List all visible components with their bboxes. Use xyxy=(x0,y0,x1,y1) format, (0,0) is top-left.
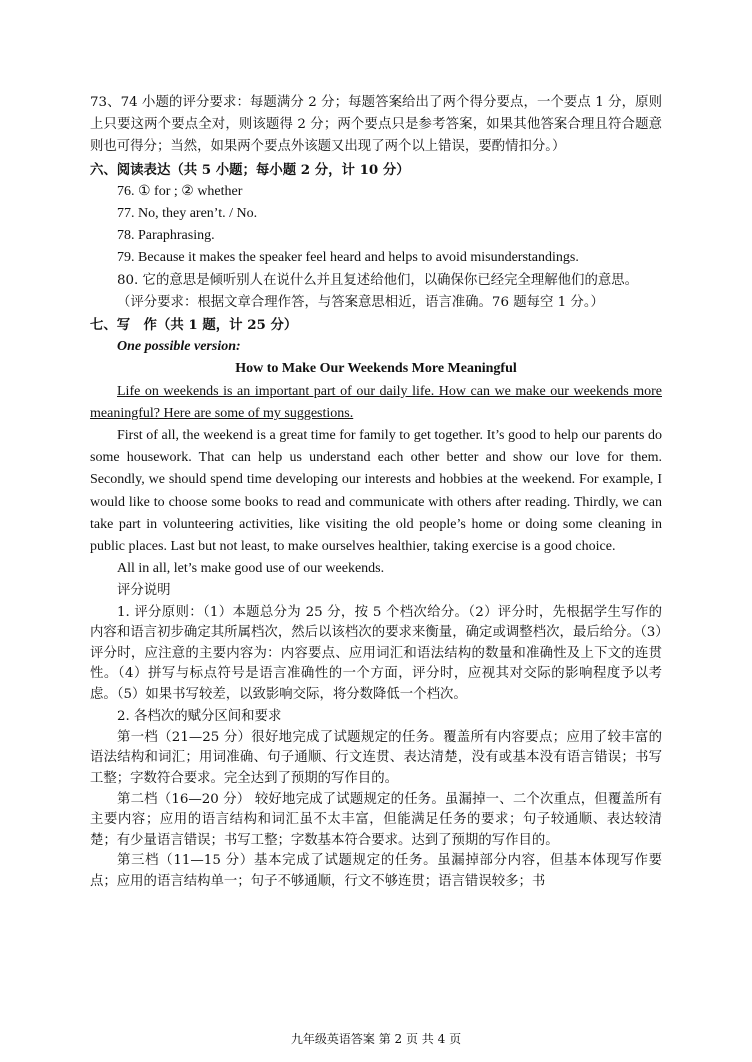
answer-77: 77. No, they aren’t. / No. xyxy=(117,206,258,222)
answer-78: 78. Paraphrasing. xyxy=(117,228,215,244)
essay-para-3: All in all, let’s make good use of our weekends. xyxy=(117,561,385,577)
scoring-73-74: 73、74 小题的评分要求：每题满分 2 分；每题答案给出了两个得分要点，一个要点 1 分，原则上只要这两个要点全对，则该题得 2 分；两个要点只是参考答案，如果其他答案合理且符合题意则也可得分；当然，如果两个要点外该题又出现了两个以上错误，要酌情扣分。） xyxy=(90,95,662,155)
section6-heading: 六、阅读表达（共 5 小题；每小题 2 分，计 10 分） xyxy=(90,161,410,178)
level-2: 第二档（16—20 分） 较好地完成了试题规定的任务。虽漏掉一、二个次重点，但覆盖所有主要内容；应用的语言结构和词汇虽不太丰富，但能满足任务的要求；句子较通顺、表达较清楚；有少量语言错误；书写工整；字数基本符合要求。达到了预期的写作目的。 xyxy=(90,791,662,848)
answer-80: 80. 它的意思是倾听别人在说什么并且复述给他们，以确保你已经完全理解他们的意思。 xyxy=(117,272,639,288)
essay-title: How to Make Our Weekends More Meaningful xyxy=(235,361,517,377)
page-footer: 九年级英语答案 第 2 页 共 4 页 xyxy=(290,1032,462,1046)
essay-para-2: First of all, the weekend is a great time for family to get together. It’s good to help our parents do some housework. That can help us understand each other better and show our love for them. Secondly, we should spend time developing our interests and hobbies at the weekend. For example, I would like to choose some books to read and communicate with others after reading. Thirdly, we can take part in volunteering activities, like visiting the old people’s home or doing some cleaning in public places. Last but not least, to make ourselves healthier, taking exercise is a good choice. xyxy=(90,428,662,555)
answer-page xyxy=(90,92,662,893)
answer-76: 76. ① for ; ② whether xyxy=(117,183,243,199)
version-label: One possible version: xyxy=(117,339,241,355)
scoring-principle: 1. 评分原则：（1）本题总分为 25 分，按 5 个档次给分。（2）评分时，先根据学生写作的内容和语言初步确定其所属档次，然后以该档次的要求来衡量，确定或调整档次，最后给分。（3）评分时，应注意的主要内容为：内容要点、应用词汇和语法结构的数量和准确性及上下文的连贯性。（4）拼写与标点符号是语言准确性的一个方面，评分时，应视其对交际的影响程度予以考虑。（5）如果书写较差，以致影响交际，将分数降低一个档次。 xyxy=(90,604,662,703)
section6-note: （评分要求：根据文章合理作答，与答案意思相近，语言准确。76 题每空 1 分。） xyxy=(117,294,604,310)
level-1: 第一档（21—25 分）很好地完成了试题规定的任务。覆盖所有内容要点；应用了较丰富的语法结构和词汇；用词准确、句子通顺、行文连贯、表达清楚，没有或基本没有语言错误；书写工整；字数符合要求。完全达到了预期的写作目的。 xyxy=(90,729,662,787)
levels-title: 2. 各档次的赋分区间和要求 xyxy=(117,708,282,724)
essay-para-1: Life on weekends is an important part of our daily life. How can we make our weekends more meaningful? Here are some of my suggestions. xyxy=(90,383,662,421)
scoring-title: 评分说明 xyxy=(117,583,171,599)
answer-79: 79. Because it makes the speaker feel heard and helps to avoid misunderstandings. xyxy=(117,250,579,266)
level-3: 第三档（11—15 分）基本完成了试题规定的任务。虽漏掉部分内容，但基本体现写作要点；应用的语言结构单一；句子不够通顺，行文不够连贯；语言错误较多；书 xyxy=(90,853,662,889)
section7-heading: 七、写 作（共 1 题，计 25 分） xyxy=(90,317,298,334)
